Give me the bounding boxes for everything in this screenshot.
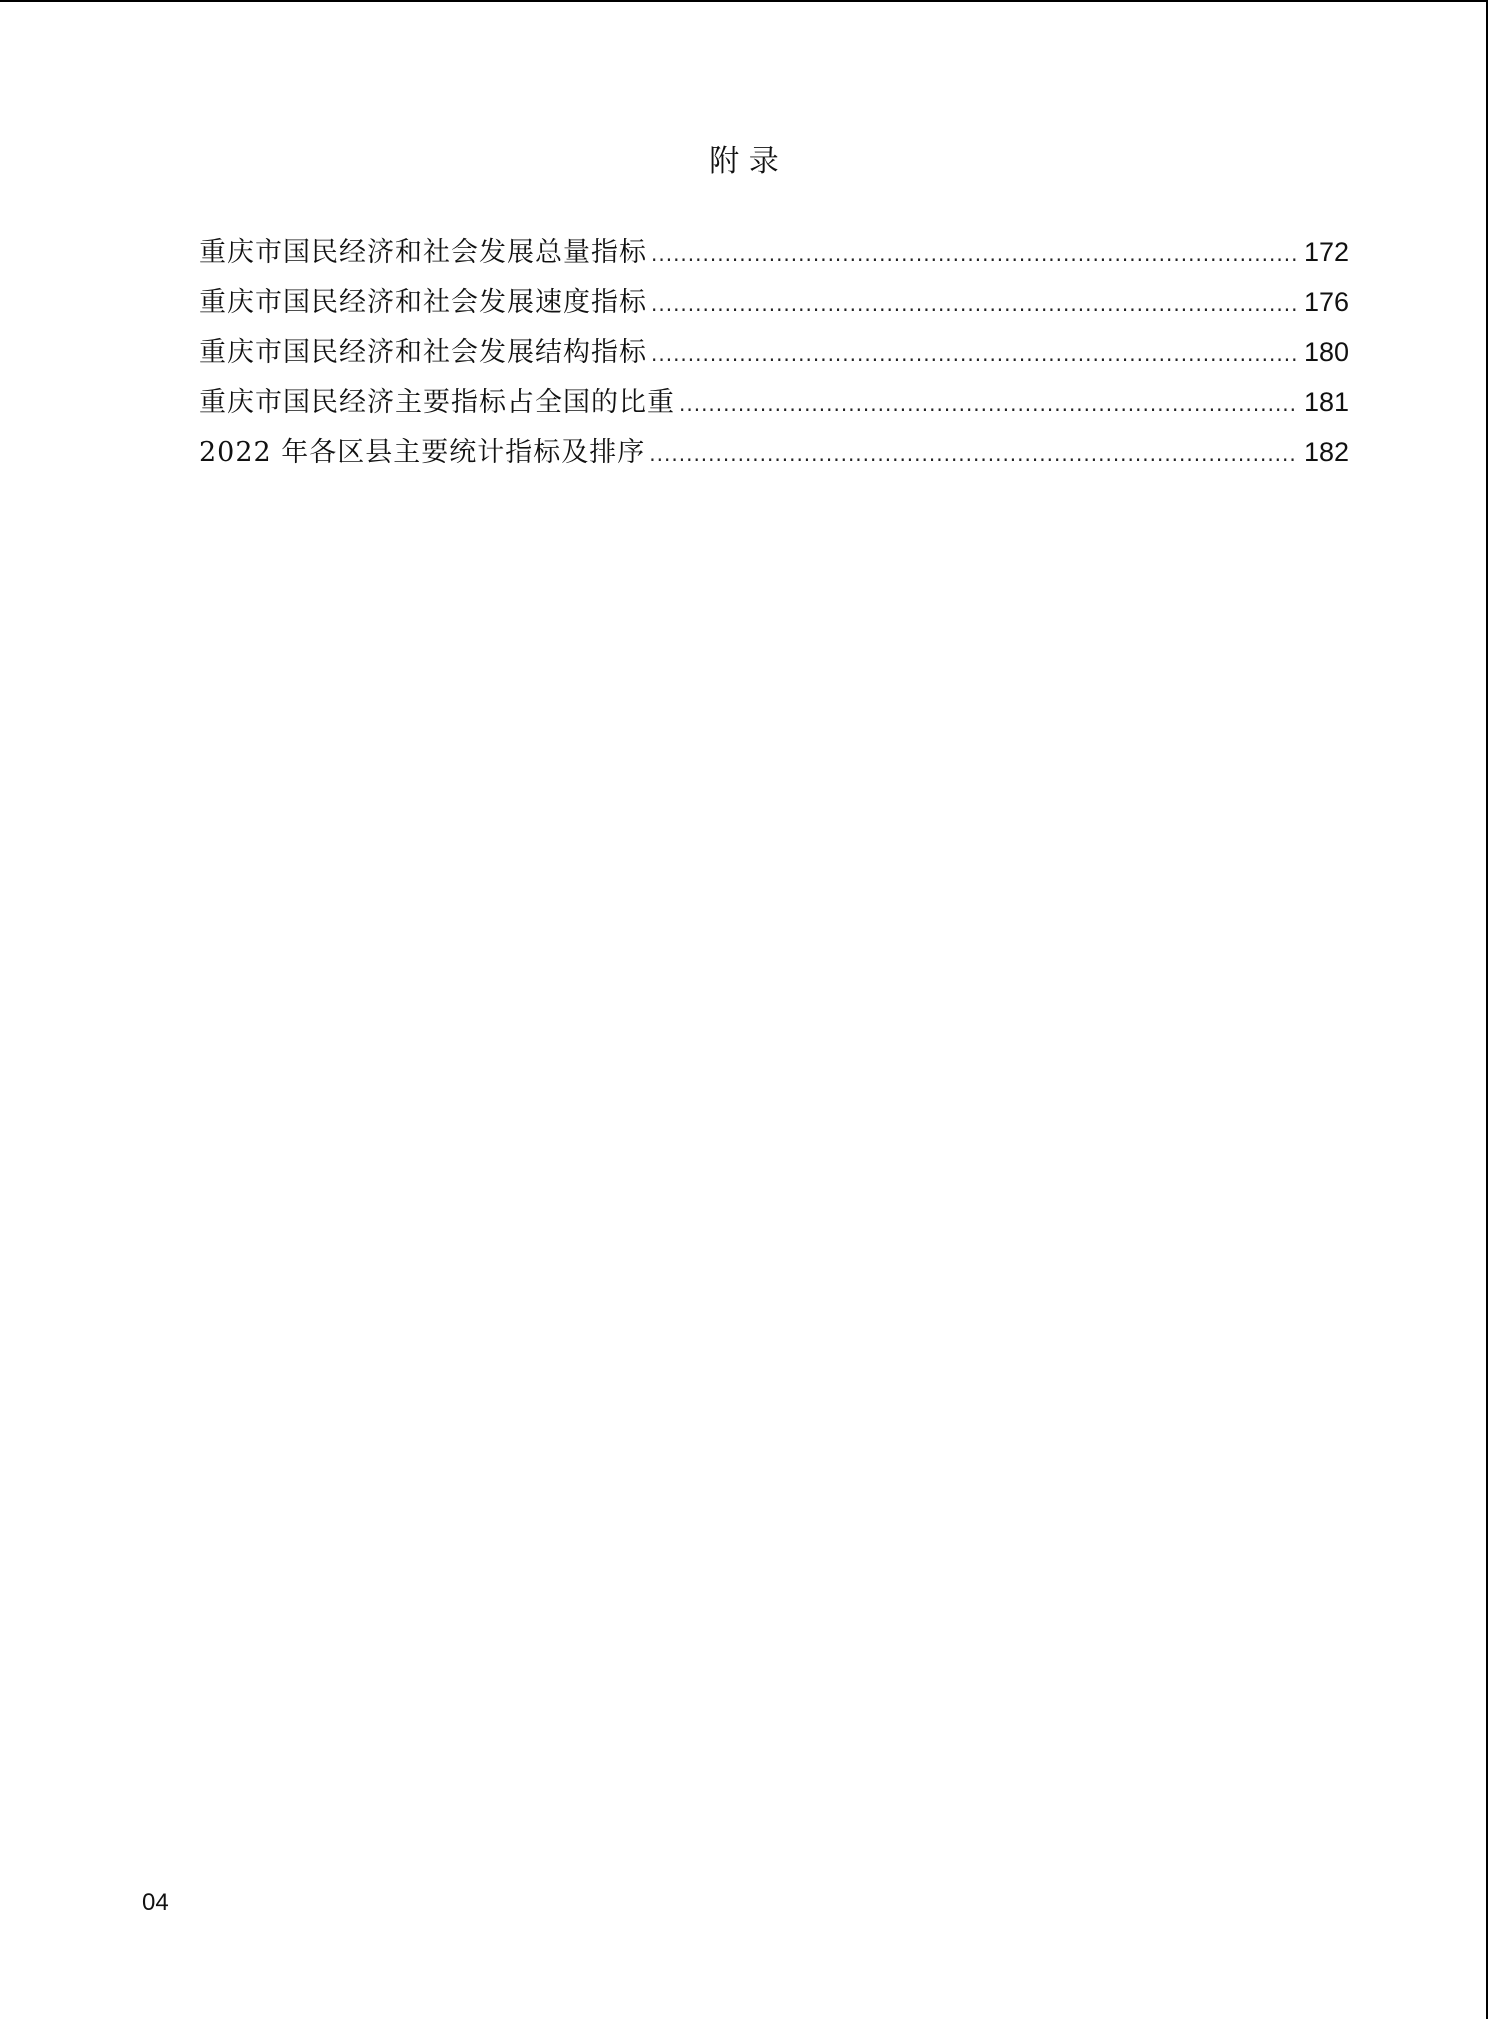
toc-entry-total-indicators[interactable] xyxy=(199,230,1349,280)
toc-entry-national-share[interactable] xyxy=(199,380,1349,430)
toc-entry-label: 重庆市国民经济和社会发展结构指标 xyxy=(199,337,647,368)
toc-entry-page-number: 180 xyxy=(1303,337,1349,367)
dot-leader xyxy=(651,242,1298,266)
page-footer-number: 04 xyxy=(142,1889,169,1916)
section-title: 附 录 xyxy=(709,144,779,179)
toc-entry-page-number: 176 xyxy=(1303,287,1349,317)
dot-leader xyxy=(651,342,1298,366)
toc-entry-label: 重庆市国民经济主要指标占全国的比重 xyxy=(199,387,675,418)
dot-leader xyxy=(649,442,1298,466)
dot-leader xyxy=(679,392,1298,416)
toc-entry-label: 重庆市国民经济和社会发展总量指标 xyxy=(199,237,647,268)
toc-entry-district-rankings[interactable] xyxy=(199,430,1349,480)
page-top-border xyxy=(0,0,1488,2)
toc-entry-speed-indicators[interactable] xyxy=(199,280,1349,330)
toc-entry-label: 重庆市国民经济和社会发展速度指标 xyxy=(199,287,647,318)
toc-entry-label: 2022 年各区县主要统计指标及排序 xyxy=(199,437,646,468)
table-of-contents xyxy=(199,230,1349,480)
toc-entry-structure-indicators[interactable] xyxy=(199,330,1349,380)
dot-leader xyxy=(651,292,1298,316)
toc-entry-page-number: 182 xyxy=(1303,437,1349,467)
toc-entry-page-number: 172 xyxy=(1303,237,1349,267)
toc-entry-page-number: 181 xyxy=(1303,387,1349,417)
